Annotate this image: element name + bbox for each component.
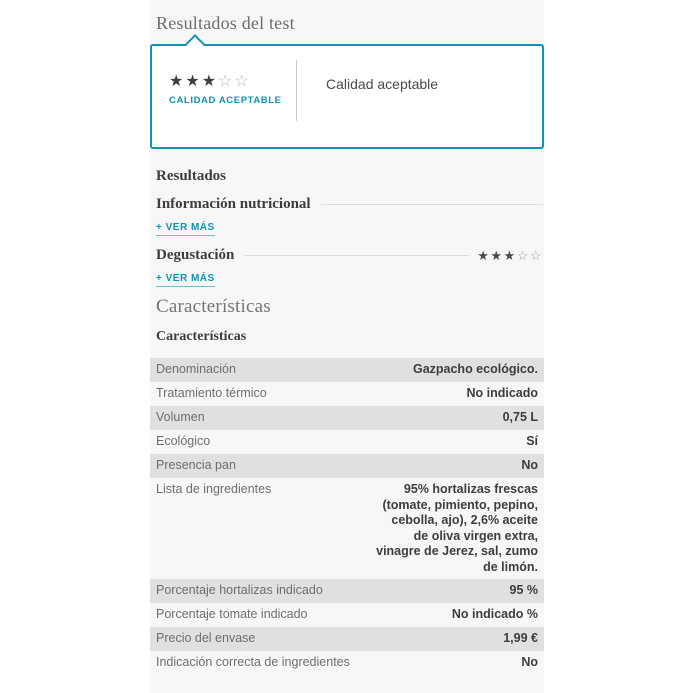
row-value: Gazpacho ecológico.	[412, 362, 538, 376]
star-filled-icon: ★	[477, 247, 491, 263]
table-row	[150, 430, 544, 454]
row-label: Porcentaje tomate indicado	[156, 607, 308, 621]
table-row	[150, 579, 544, 603]
tasting-label: Degustación	[156, 247, 235, 263]
overall-star-rating	[169, 73, 296, 90]
rating-caption: CALIDAD ACEPTABLE	[169, 95, 282, 106]
row-label: Lista de ingredientes	[156, 482, 272, 496]
results-heading: Resultados	[156, 168, 227, 184]
see-more-link-tasting[interactable]: + VER MÁS	[156, 273, 215, 287]
row-value: No	[521, 655, 538, 669]
section-tasting	[156, 247, 543, 264]
star-filled-icon: ★	[185, 73, 202, 90]
star-filled-icon: ★	[490, 247, 504, 263]
star-empty-icon: ☆	[529, 247, 543, 263]
row-value: 1,99 €	[503, 631, 538, 645]
table-row	[150, 478, 544, 579]
table-row	[150, 603, 544, 627]
row-value: No indicado %	[451, 607, 538, 621]
see-more-link-nutrition[interactable]: + VER MÁS	[156, 222, 215, 236]
row-label: Indicación correcta de ingredientes	[156, 655, 350, 669]
page-title: Resultados del test	[156, 13, 295, 33]
characteristics-subheading: Características	[156, 329, 247, 344]
row-value: 95% hortalizas frescas (tomate, pimiento, pepino, cebolla, ajo), 2,6% aceite de oliva virgen extra, vinagre de Jerez, sal, zumo de limón.	[376, 482, 538, 574]
table-row	[150, 454, 544, 478]
nutrition-label: Información nutricional	[156, 196, 311, 212]
row-label: Porcentaje hortalizas indicado	[156, 583, 323, 597]
quality-summary: Calidad aceptable	[326, 76, 439, 92]
table-row	[150, 406, 544, 430]
star-empty-icon: ☆	[516, 247, 530, 263]
tasting-star-rating	[477, 248, 543, 264]
star-filled-icon: ★	[169, 73, 186, 90]
row-value: 0,75 L	[502, 410, 538, 424]
row-value: 95 %	[509, 583, 538, 597]
table-row	[150, 627, 544, 651]
table-row	[150, 651, 544, 675]
row-label: Presencia pan	[156, 458, 236, 472]
row-value: No indicado	[466, 386, 538, 400]
divider-line	[244, 255, 469, 256]
rating-block	[152, 46, 296, 147]
table-row	[150, 358, 544, 382]
star-filled-icon: ★	[201, 73, 219, 90]
section-nutrition	[156, 196, 543, 213]
row-label: Tratamiento térmico	[156, 386, 267, 400]
row-value: No	[521, 458, 538, 472]
row-value: Sí	[526, 434, 538, 448]
characteristics-table	[150, 358, 544, 675]
test-results-panel	[150, 0, 544, 693]
overall-rating-box	[150, 44, 544, 149]
row-label: Volumen	[156, 410, 205, 424]
star-empty-icon: ☆	[234, 73, 251, 90]
row-label: Denominación	[156, 362, 236, 376]
table-row	[150, 382, 544, 406]
row-label: Ecológico	[156, 434, 211, 448]
star-empty-icon: ☆	[218, 73, 235, 90]
row-label: Precio del envase	[156, 631, 256, 645]
divider-line	[321, 204, 543, 205]
star-filled-icon: ★	[503, 247, 517, 263]
characteristics-heading: Características	[156, 296, 271, 317]
